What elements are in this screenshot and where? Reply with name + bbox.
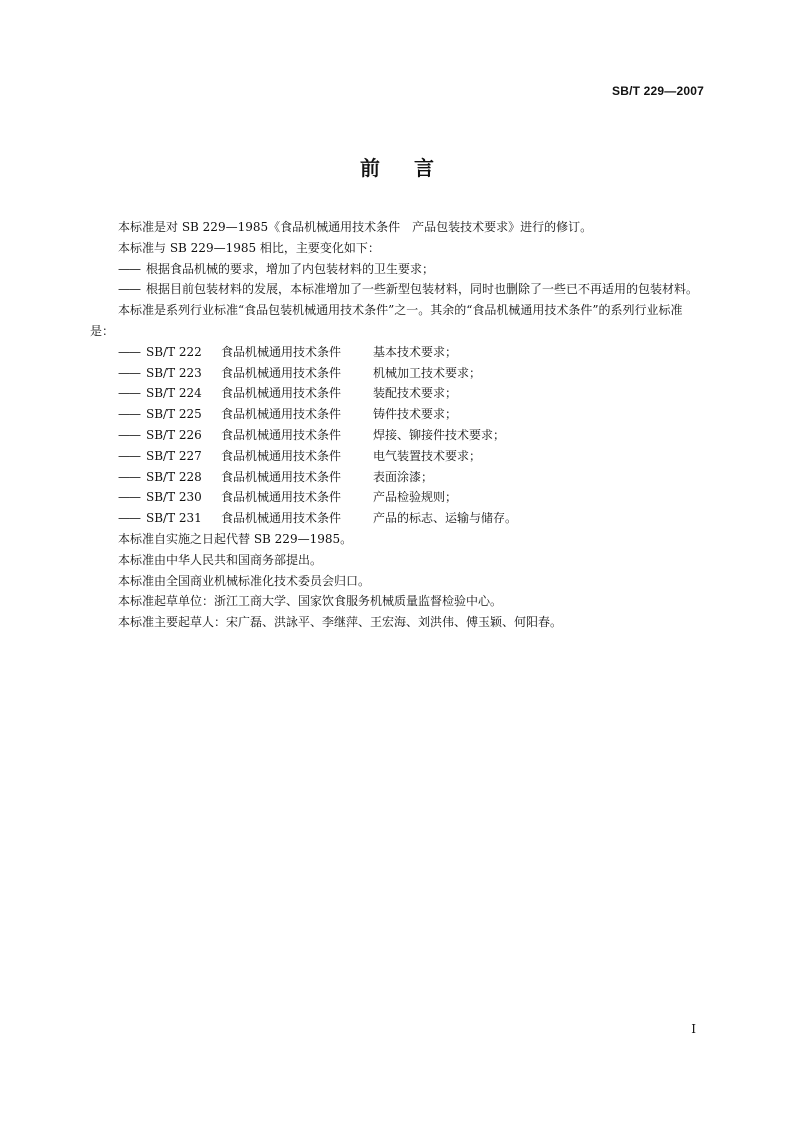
standard-item-code: SB/T 230 bbox=[146, 490, 202, 505]
dash-mark: —— bbox=[118, 365, 140, 380]
standard-item-series: 食品机械通用技术条件 bbox=[221, 365, 342, 380]
standard-item-series: 食品机械通用技术条件 bbox=[221, 407, 342, 422]
dash-mark: —— bbox=[118, 469, 140, 484]
change-item bbox=[90, 259, 706, 280]
standard-item-code: SB/T 226 bbox=[146, 427, 202, 442]
paragraph-series: 本标准是系列行业标准“食品包装机械通用技术条件”之一。其余的“食品机械通用技术条件”的系列行业标准是： bbox=[90, 303, 683, 338]
paragraph-changes-intro: 本标准与 SB 229—1985 相比，主要变化如下： bbox=[118, 240, 380, 255]
dash-mark: —— bbox=[118, 511, 140, 526]
change-text: 根据食品机械的要求，增加了内包装材料的卫生要求； bbox=[146, 261, 435, 276]
standard-item-subject: 表面涂漆； bbox=[373, 469, 434, 484]
standard-item-series: 食品机械通用技术条件 bbox=[221, 469, 342, 484]
standard-item-code: SB/T 231 bbox=[146, 511, 202, 526]
standard-item-series: 食品机械通用技术条件 bbox=[221, 490, 342, 505]
related-standard-item bbox=[90, 363, 706, 384]
related-standards-list bbox=[90, 342, 706, 529]
dash-mark: —— bbox=[118, 261, 140, 276]
standard-item-series: 食品机械通用技术条件 bbox=[221, 448, 342, 463]
standard-item-subject: 电气装置技术要求； bbox=[373, 448, 482, 463]
paragraph-proposed-by: 本标准由中华人民共和国商务部提出。 bbox=[118, 552, 323, 567]
foreword-body bbox=[90, 217, 706, 633]
dash-mark: —— bbox=[118, 427, 140, 442]
standard-item-code: SB/T 223 bbox=[146, 365, 202, 380]
related-standard-item bbox=[90, 446, 706, 467]
related-standard-item bbox=[90, 425, 706, 446]
related-standard-item bbox=[90, 508, 706, 529]
paragraph-revision: 本标准是对 SB 229—1985《食品机械通用技术条件 产品包装技术要求》进行的修订。 bbox=[118, 220, 593, 234]
dash-mark: —— bbox=[118, 407, 140, 422]
standard-item-code: SB/T 228 bbox=[146, 469, 202, 484]
standard-item-code: SB/T 225 bbox=[146, 407, 202, 422]
standard-item-series: 食品机械通用技术条件 bbox=[221, 511, 342, 526]
related-standard-item bbox=[90, 467, 706, 488]
paragraph-drafting-units: 本标准起草单位：浙江工商大学、国家饮食服务机械质量监督检验中心。 bbox=[118, 594, 503, 609]
standard-item-series: 食品机械通用技术条件 bbox=[221, 427, 342, 442]
dash-mark: —— bbox=[118, 344, 140, 359]
dash-mark: —— bbox=[118, 386, 140, 401]
page-number: I bbox=[691, 1022, 696, 1036]
change-text: 根据目前包装材料的发展，本标准增加了一些新型包装材料，同时也删除了一些已不再适用的包装材料。 bbox=[146, 282, 699, 297]
standard-item-code: SB/T 224 bbox=[146, 386, 202, 401]
standard-item-code: SB/T 227 bbox=[146, 448, 202, 463]
standard-item-subject: 机械加工技术要求； bbox=[373, 365, 482, 380]
paragraph-managed-by: 本标准由全国商业机械标准化技术委员会归口。 bbox=[118, 573, 371, 588]
standard-item-subject: 铸件技术要求； bbox=[373, 407, 458, 422]
change-item bbox=[90, 279, 706, 300]
related-standard-item bbox=[90, 342, 706, 363]
standard-item-code: SB/T 222 bbox=[146, 344, 202, 359]
standard-item-subject: 装配技术要求； bbox=[373, 386, 458, 401]
related-standard-item bbox=[90, 404, 706, 425]
standard-item-subject: 产品的标志、运输与储存。 bbox=[373, 511, 518, 526]
standard-item-subject: 焊接、铆接件技术要求； bbox=[373, 427, 506, 442]
standard-code: SB/T 229—2007 bbox=[612, 84, 704, 98]
dash-mark: —— bbox=[118, 282, 140, 297]
standard-item-series: 食品机械通用技术条件 bbox=[221, 344, 342, 359]
related-standard-item bbox=[90, 487, 706, 508]
page-title: 前言 bbox=[360, 156, 468, 180]
related-standard-item bbox=[90, 383, 706, 404]
paragraph-replaces: 本标准自实施之日起代替 SB 229—1985。 bbox=[118, 531, 353, 546]
standard-item-subject: 基本技术要求； bbox=[373, 344, 458, 359]
paragraph-drafters: 本标准主要起草人：宋广磊、洪詠平、李继萍、王宏海、刘洪伟、傅玉颖、何阳春。 bbox=[118, 615, 563, 630]
dash-mark: —— bbox=[118, 448, 140, 463]
dash-mark: —— bbox=[118, 490, 140, 505]
standard-item-series: 食品机械通用技术条件 bbox=[221, 386, 342, 401]
standard-item-subject: 产品检验规则； bbox=[373, 490, 458, 505]
